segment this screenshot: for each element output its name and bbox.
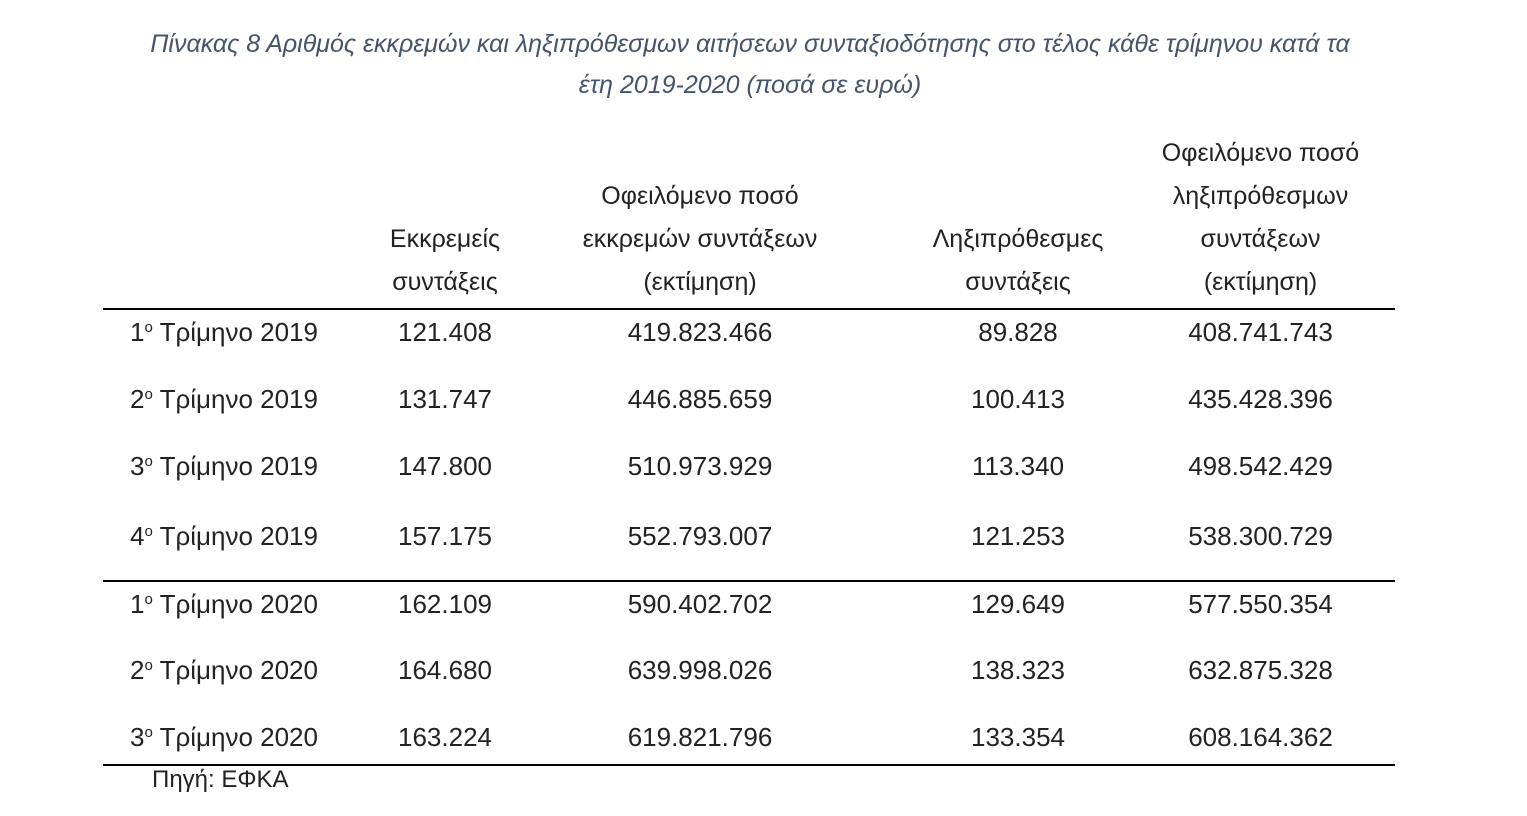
cell-pending-amount: 419.823.466 xyxy=(627,317,773,347)
row-label: $3^o$ Τρίμηνο 2019 xyxy=(130,451,318,481)
cell-overdue: 100.413 xyxy=(971,384,1065,414)
cell-pending-amount: 552.793.007 xyxy=(627,521,773,551)
table-row xyxy=(103,514,1395,580)
row-label: $4^o$ Τρίμηνο 2019 xyxy=(130,521,318,551)
cell-overdue: 138.323 xyxy=(971,655,1065,685)
cell-overdue-amount: 577.550.354 xyxy=(1188,589,1333,619)
cell-overdue-amount: 608.164.362 xyxy=(1188,722,1333,752)
cell-pending: 131.747 xyxy=(398,384,492,414)
cell-pending: 163.224 xyxy=(398,722,492,752)
header-cell-overdue-amount: Οφειλόμενο ποσό ληξιπρόθεσμων συντάξεων (εκτίμηση) xyxy=(1161,139,1360,296)
cell-pending: 121.408 xyxy=(398,317,492,347)
cell-overdue: 129.649 xyxy=(971,589,1065,619)
cell-overdue-amount: 408.741.743 xyxy=(1188,317,1333,347)
cell-overdue: 121.253 xyxy=(971,521,1065,551)
cell-pending: 164.680 xyxy=(398,655,492,685)
row-label: $3^o$ Τρίμηνο 2020 xyxy=(130,722,318,752)
cell-pending: 147.800 xyxy=(398,451,492,481)
row-label: $1^o$ Τρίμηνο 2019 xyxy=(130,317,318,347)
cell-overdue-amount: 435.428.396 xyxy=(1188,384,1333,414)
table-bottom-rule xyxy=(103,764,1395,766)
caption-line-1: Πίνακας 8 Αριθμός εκκρεμών και ληξιπρόθεσμων αιτήσεων συνταξιοδότησης στο τέλος κάθε τρίμηνου κατά τα xyxy=(150,30,1350,58)
cell-overdue-amount: 538.300.729 xyxy=(1188,521,1333,551)
table-row xyxy=(103,310,1395,377)
header-cell-overdue: Ληξιπρόθεσμες συντάξεις xyxy=(932,225,1104,296)
caption-line-2: έτη 2019-2020 (ποσά σε ευρώ) xyxy=(578,71,922,99)
pension-table xyxy=(103,130,1395,766)
cell-pending: 162.109 xyxy=(398,589,492,619)
table-row xyxy=(103,377,1395,444)
cell-pending-amount: 639.998.026 xyxy=(627,655,773,685)
row-label: $2^o$ Τρίμηνο 2020 xyxy=(130,655,318,685)
table-caption xyxy=(40,24,1460,106)
header-cell-pending-amount: Οφειλόμενο ποσό εκκρεμών συντάξεων (εκτίμηση) xyxy=(582,182,818,296)
cell-overdue: 113.340 xyxy=(971,451,1065,481)
cell-pending-amount: 510.973.929 xyxy=(627,451,773,481)
cell-overdue: 89.828 xyxy=(978,317,1058,347)
cell-overdue-amount: 632.875.328 xyxy=(1188,655,1333,685)
table-row xyxy=(103,648,1395,715)
cell-pending-amount: 590.402.702 xyxy=(627,589,773,619)
row-label: $1^o$ Τρίμηνο 2020 xyxy=(130,589,318,619)
cell-pending: 157.175 xyxy=(398,521,492,551)
cell-pending-amount: 619.821.796 xyxy=(627,722,773,752)
source-note: Πηγή: ΕΦΚΑ xyxy=(152,766,289,793)
row-label: $2^o$ Τρίμηνο 2019 xyxy=(130,384,318,414)
table-row xyxy=(103,444,1395,514)
table-header xyxy=(103,130,1395,310)
header-cell-pending: Εκκρεμείς συντάξεις xyxy=(389,225,501,296)
cell-pending-amount: 446.885.659 xyxy=(627,384,773,414)
cell-overdue: 133.354 xyxy=(971,722,1065,752)
table-row xyxy=(103,715,1395,764)
cell-overdue-amount: 498.542.429 xyxy=(1188,451,1333,481)
table-row xyxy=(103,580,1395,648)
